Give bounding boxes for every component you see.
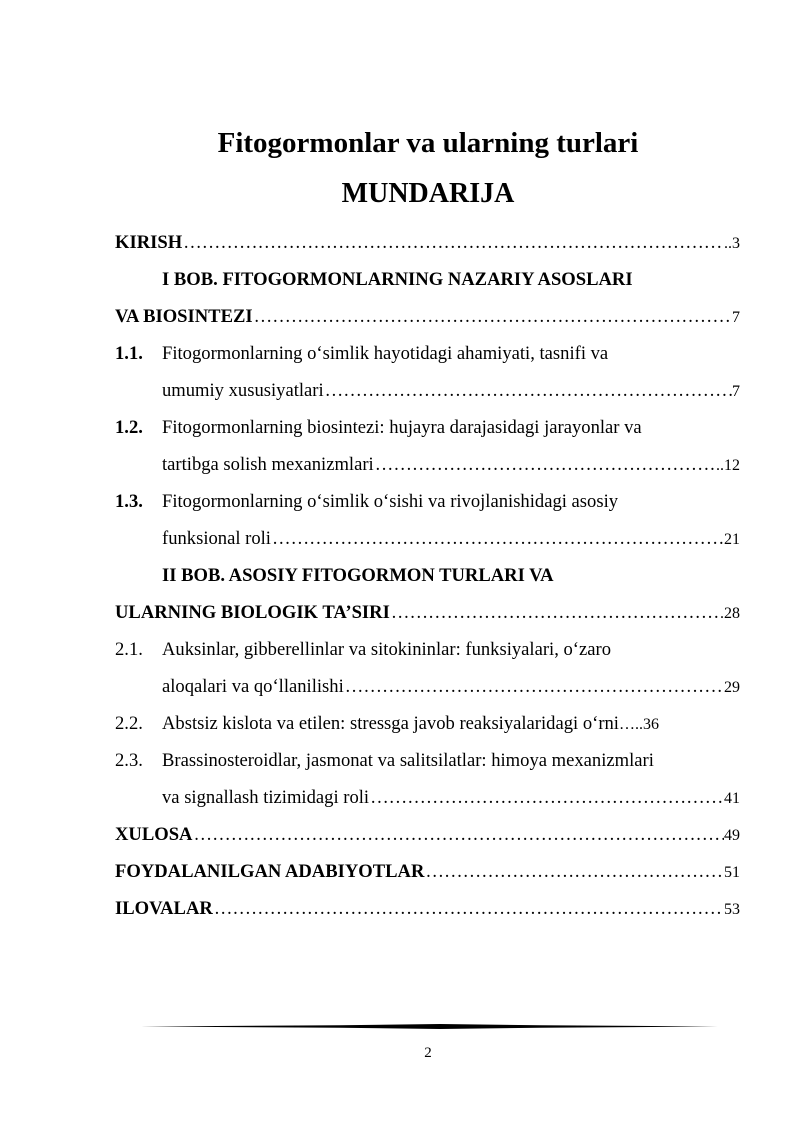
toc-label: XULOSA (115, 824, 193, 845)
footer-divider (140, 1024, 718, 1029)
dot-leader (375, 452, 716, 478)
dot-leader (214, 896, 724, 922)
toc-entry-1-2-line1 (115, 415, 740, 441)
dot-leader (194, 822, 725, 848)
toc-entry-2-3-line1 (115, 748, 740, 774)
toc-label: Fitogormonlarning biosintezi: hujayra darajasidagi jarayonlar va (162, 417, 642, 438)
dot-leader (254, 304, 732, 330)
toc-label: ULARNING BIOLOGIK TA’SIRI (115, 602, 390, 623)
toc-page: .28 (720, 605, 740, 622)
section-number: 2.3. (115, 750, 143, 771)
toc-entry-2-1-line2 (115, 674, 740, 700)
section-number: 1.3. (115, 491, 143, 512)
toc-entry-2-3-line2 (115, 785, 740, 811)
dot-leader (183, 230, 724, 256)
toc-label: Fitogormonlarning o‘simlik hayotidagi ahamiyati, tasnifi va (162, 343, 609, 364)
toc-entry-bob2-line2 (115, 600, 740, 626)
toc-entry-1-2-line2 (115, 452, 740, 478)
dot-leader (272, 526, 724, 552)
document-title: Fitogormonlar va ularning turlari (217, 127, 639, 159)
dot-leader (345, 674, 724, 700)
toc-label: aloqalari va qo‘llanilishi (162, 676, 344, 697)
toc-page: 49 (724, 827, 740, 844)
dot-leader (370, 785, 724, 811)
toc-label: tartibga solish mexanizmlari (162, 454, 374, 475)
toc-page: 7 (732, 309, 740, 326)
toc-label: funksional roli (162, 528, 271, 549)
contents-heading: MUNDARIJA (341, 178, 515, 209)
dot-leader (425, 859, 724, 885)
toc-page: 51 (724, 864, 740, 881)
toc-label: umumiy xususiyatlari (162, 380, 324, 401)
toc-label: va signallash tizimidagi roli (162, 787, 370, 808)
toc-page: 7 (732, 383, 740, 400)
toc-label: FOYDALANILGAN ADABIYOTLAR (115, 861, 425, 882)
toc-entry-2-2 (115, 711, 740, 737)
toc-entry-bob1-line2 (115, 304, 740, 330)
toc-page: ..3 (724, 235, 740, 252)
section-number: 2.2. (115, 713, 143, 734)
toc-entry-1-3-line1 (115, 489, 740, 515)
toc-entry-1-1-line2 (115, 378, 740, 404)
toc-entry-1-3-line2 (115, 526, 740, 552)
toc-entry-xulosa (115, 822, 740, 848)
section-number: 1.2. (115, 417, 143, 438)
toc-label: Brassinosteroidlar, jasmonat va salitsilatlar: himoya mexanizmlari (162, 750, 654, 771)
toc-label: Abstsiz kislota va etilen: stressga javob reaksiyalaridagi o‘rni (162, 713, 619, 734)
page-number: 2 (424, 1045, 432, 1061)
section-number: 1.1. (115, 343, 143, 364)
toc-entry-bob2-line1 (115, 563, 740, 589)
toc-label: I BOB. FITOGORMONLARNING NAZARIY ASOSLARI (162, 269, 633, 290)
toc-entry-2-1-line1 (115, 637, 740, 663)
toc-label: VA BIOSINTEZI (115, 306, 253, 327)
toc-page: …..36 (618, 716, 659, 733)
toc-entry-ilovalar (115, 896, 740, 922)
toc-entry-1-1-line1 (115, 341, 740, 367)
toc-page: 41 (724, 790, 740, 807)
toc-label: Fitogormonlarning o‘simlik o‘sishi va rivojlanishidagi asosiy (162, 491, 619, 512)
toc-page: 21 (724, 531, 740, 548)
toc-page: ..12 (716, 457, 740, 474)
toc-label: Auksinlar, gibberellinlar va sitokininlar: funksiyalari, o‘zaro (162, 639, 611, 660)
toc-page: 29 (724, 679, 740, 696)
toc-page: 53 (724, 901, 740, 918)
dot-leader (325, 378, 732, 404)
toc-entry-kirish (115, 230, 740, 256)
toc-entry-bob1-line1 (115, 267, 740, 293)
dot-leader (391, 600, 720, 626)
toc-label: KIRISH (115, 232, 183, 253)
toc-entry-references (115, 859, 740, 885)
toc-label: II BOB. ASOSIY FITOGORMON TURLARI VA (162, 565, 554, 586)
section-number: 2.1. (115, 639, 143, 660)
toc-label: ILOVALAR (115, 898, 213, 919)
